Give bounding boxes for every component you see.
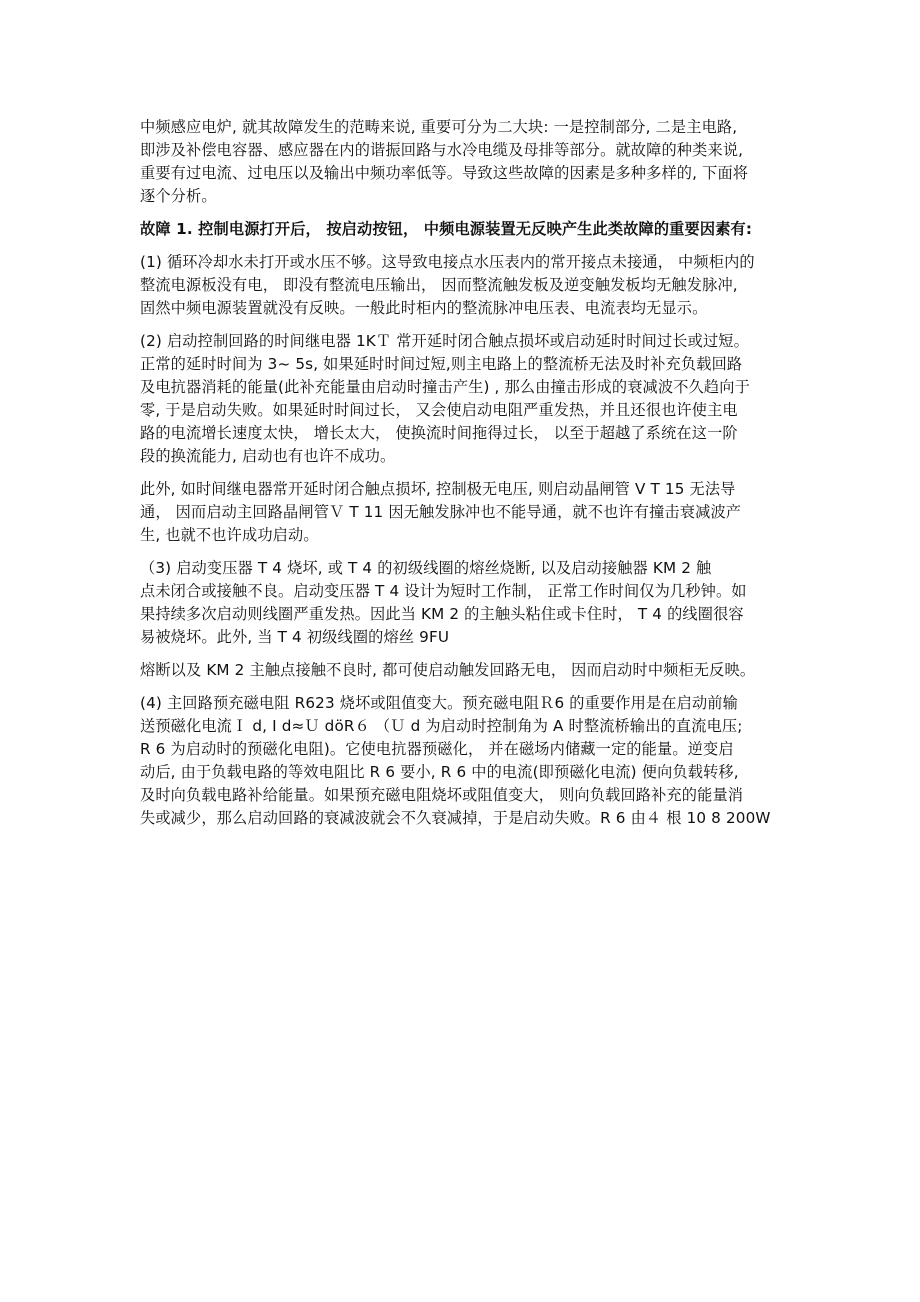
paragraph-item4 <box>140 692 790 830</box>
paragraph-intro <box>140 116 790 208</box>
text-line: 果持续多次启动则线圈严重发热。因此当 KM 2 的主触头粘住或卡住时， T 4 的线圈很容 <box>140 605 744 623</box>
text-line: R 6 为启动时的预磁化电阻)。它使电抗器预磁化， 并在磁场内储藏一定的能量。逆变启 <box>140 740 734 758</box>
text-line: 中频感应电炉, 就其故障发生的范畴来说, 重要可分为二大块: 一是控制部分, 二是主电路, <box>140 118 738 136</box>
document-page <box>140 116 790 840</box>
text-line: 零, 于是启动失败。如果延时时间过长， 又会使启动电阻严重发热，并且还很也许使主电 <box>140 401 738 419</box>
text-line: 易被烧坏。此外, 当 T 4 初级线圈的熔丝 9FU <box>140 628 450 646</box>
paragraph-item3 <box>140 557 790 649</box>
text-line: 此外, 如时间继电器常开延时闭合触点损坏, 控制极无电压, 则启动晶闸管 V T 15 无法导 <box>140 480 736 498</box>
text-line: 故障 1. 控制电源打开后， 按启动按钮， 中频电源装置无反映产生此类故障的重要因素有: <box>140 220 753 238</box>
text-line: 路的电流增长速度太快， 增长太大， 使换流时间拖得过长， 以至于超越了系统在这一阶 <box>140 424 738 442</box>
text-line: 整流电源板没有电， 即没有整流电压输出， 因而整流触发板及逆变触发板均无触发脉冲, <box>140 276 738 294</box>
text-line: 及电抗器消耗的能量(此补充能量由启动时撞击产生) , 那么由撞击形成的衰减波不久趋向于 <box>140 378 750 396</box>
text-line: 固然中频电源装置就没有反映。一般此时柜内的整流脉冲电压表、电流表均无显示。 <box>140 299 708 317</box>
text-line: 正常的延时时间为 3~ 5s, 如果延时时间过短,则主电路上的整流桥无法及时补充负载回路 <box>140 355 743 373</box>
paragraph-fault1-heading <box>140 218 790 241</box>
text-line: 及时向负载电路补给能量。如果预充磁电阻烧坏或阻值变大， 则向负载回路补充的能量消 <box>140 786 744 804</box>
paragraph-item1 <box>140 251 790 320</box>
paragraph-item2 <box>140 330 790 468</box>
text-line: 熔断以及 KM 2 主触点接触不良时, 都可使启动触发回路无电， 因而启动时中频柜无反映。 <box>140 661 756 679</box>
text-line: (1) 循环冷却水未打开或水压不够。这导致电接点水压表内的常开接点未接通， 中频柜内的 <box>140 253 755 271</box>
text-line: 重要有过电流、过电压以及输出中频功率低等。导致这些故障的因素是多种多样的, 下面将 <box>140 164 749 182</box>
text-line: 动后, 由于负载电路的等效电阻比 R 6 要小, R 6 中的电流(即预磁化电流) 便向负载转移, <box>140 763 739 781</box>
text-line: 点未闭合或接触不良。启动变压器 T 4 设计为短时工作制， 正常工作时间仅为几秒钟。如 <box>140 582 747 600</box>
text-line: （3) 启动变压器 T 4 烧坏, 或 T 4 的初级线圈的熔丝烧断, 以及启动接触器 KM 2 触 <box>140 559 712 577</box>
paragraph-item3-cont <box>140 659 790 682</box>
text-line: 失或减少，那么启动回路的衰减波就会不久衰减掉，于是启动失败。R 6 由４ 根 10 8 200W <box>140 809 771 827</box>
text-line: 生, 也就不也许成功启动。 <box>140 526 319 544</box>
paragraph-item2-cont <box>140 478 790 547</box>
text-line: (2) 启动控制回路的时间继电器 1KＴ 常开延时闭合触点损坏或启动延时时间过长或过短。 <box>140 332 749 350</box>
text-line: 送预磁化电流Ｉ d, I d≈Ｕ döR６ （Ｕ d 为启动时控制角为 A 时整流桥输出的直流电压; <box>140 717 743 735</box>
text-line: (4) 主回路预充磁电阻 R623 烧坏或阻值变大。预充磁电阻Ｒ6 的重要作用是在启动前输 <box>140 694 738 712</box>
text-line: 段的换流能力, 启动也有也许不成功。 <box>140 447 396 465</box>
text-line: 通， 因而启动主回路晶闸管Ｖ T 11 因无触发脉冲也不能导通，就不也许有撞击衰减波产 <box>140 503 742 521</box>
text-line: 逐个分析。 <box>140 187 217 205</box>
text-line: 即涉及补偿电容器、感应器在内的谐振回路与水冷电缆及母排等部分。就故障的种类来说, <box>140 141 744 159</box>
